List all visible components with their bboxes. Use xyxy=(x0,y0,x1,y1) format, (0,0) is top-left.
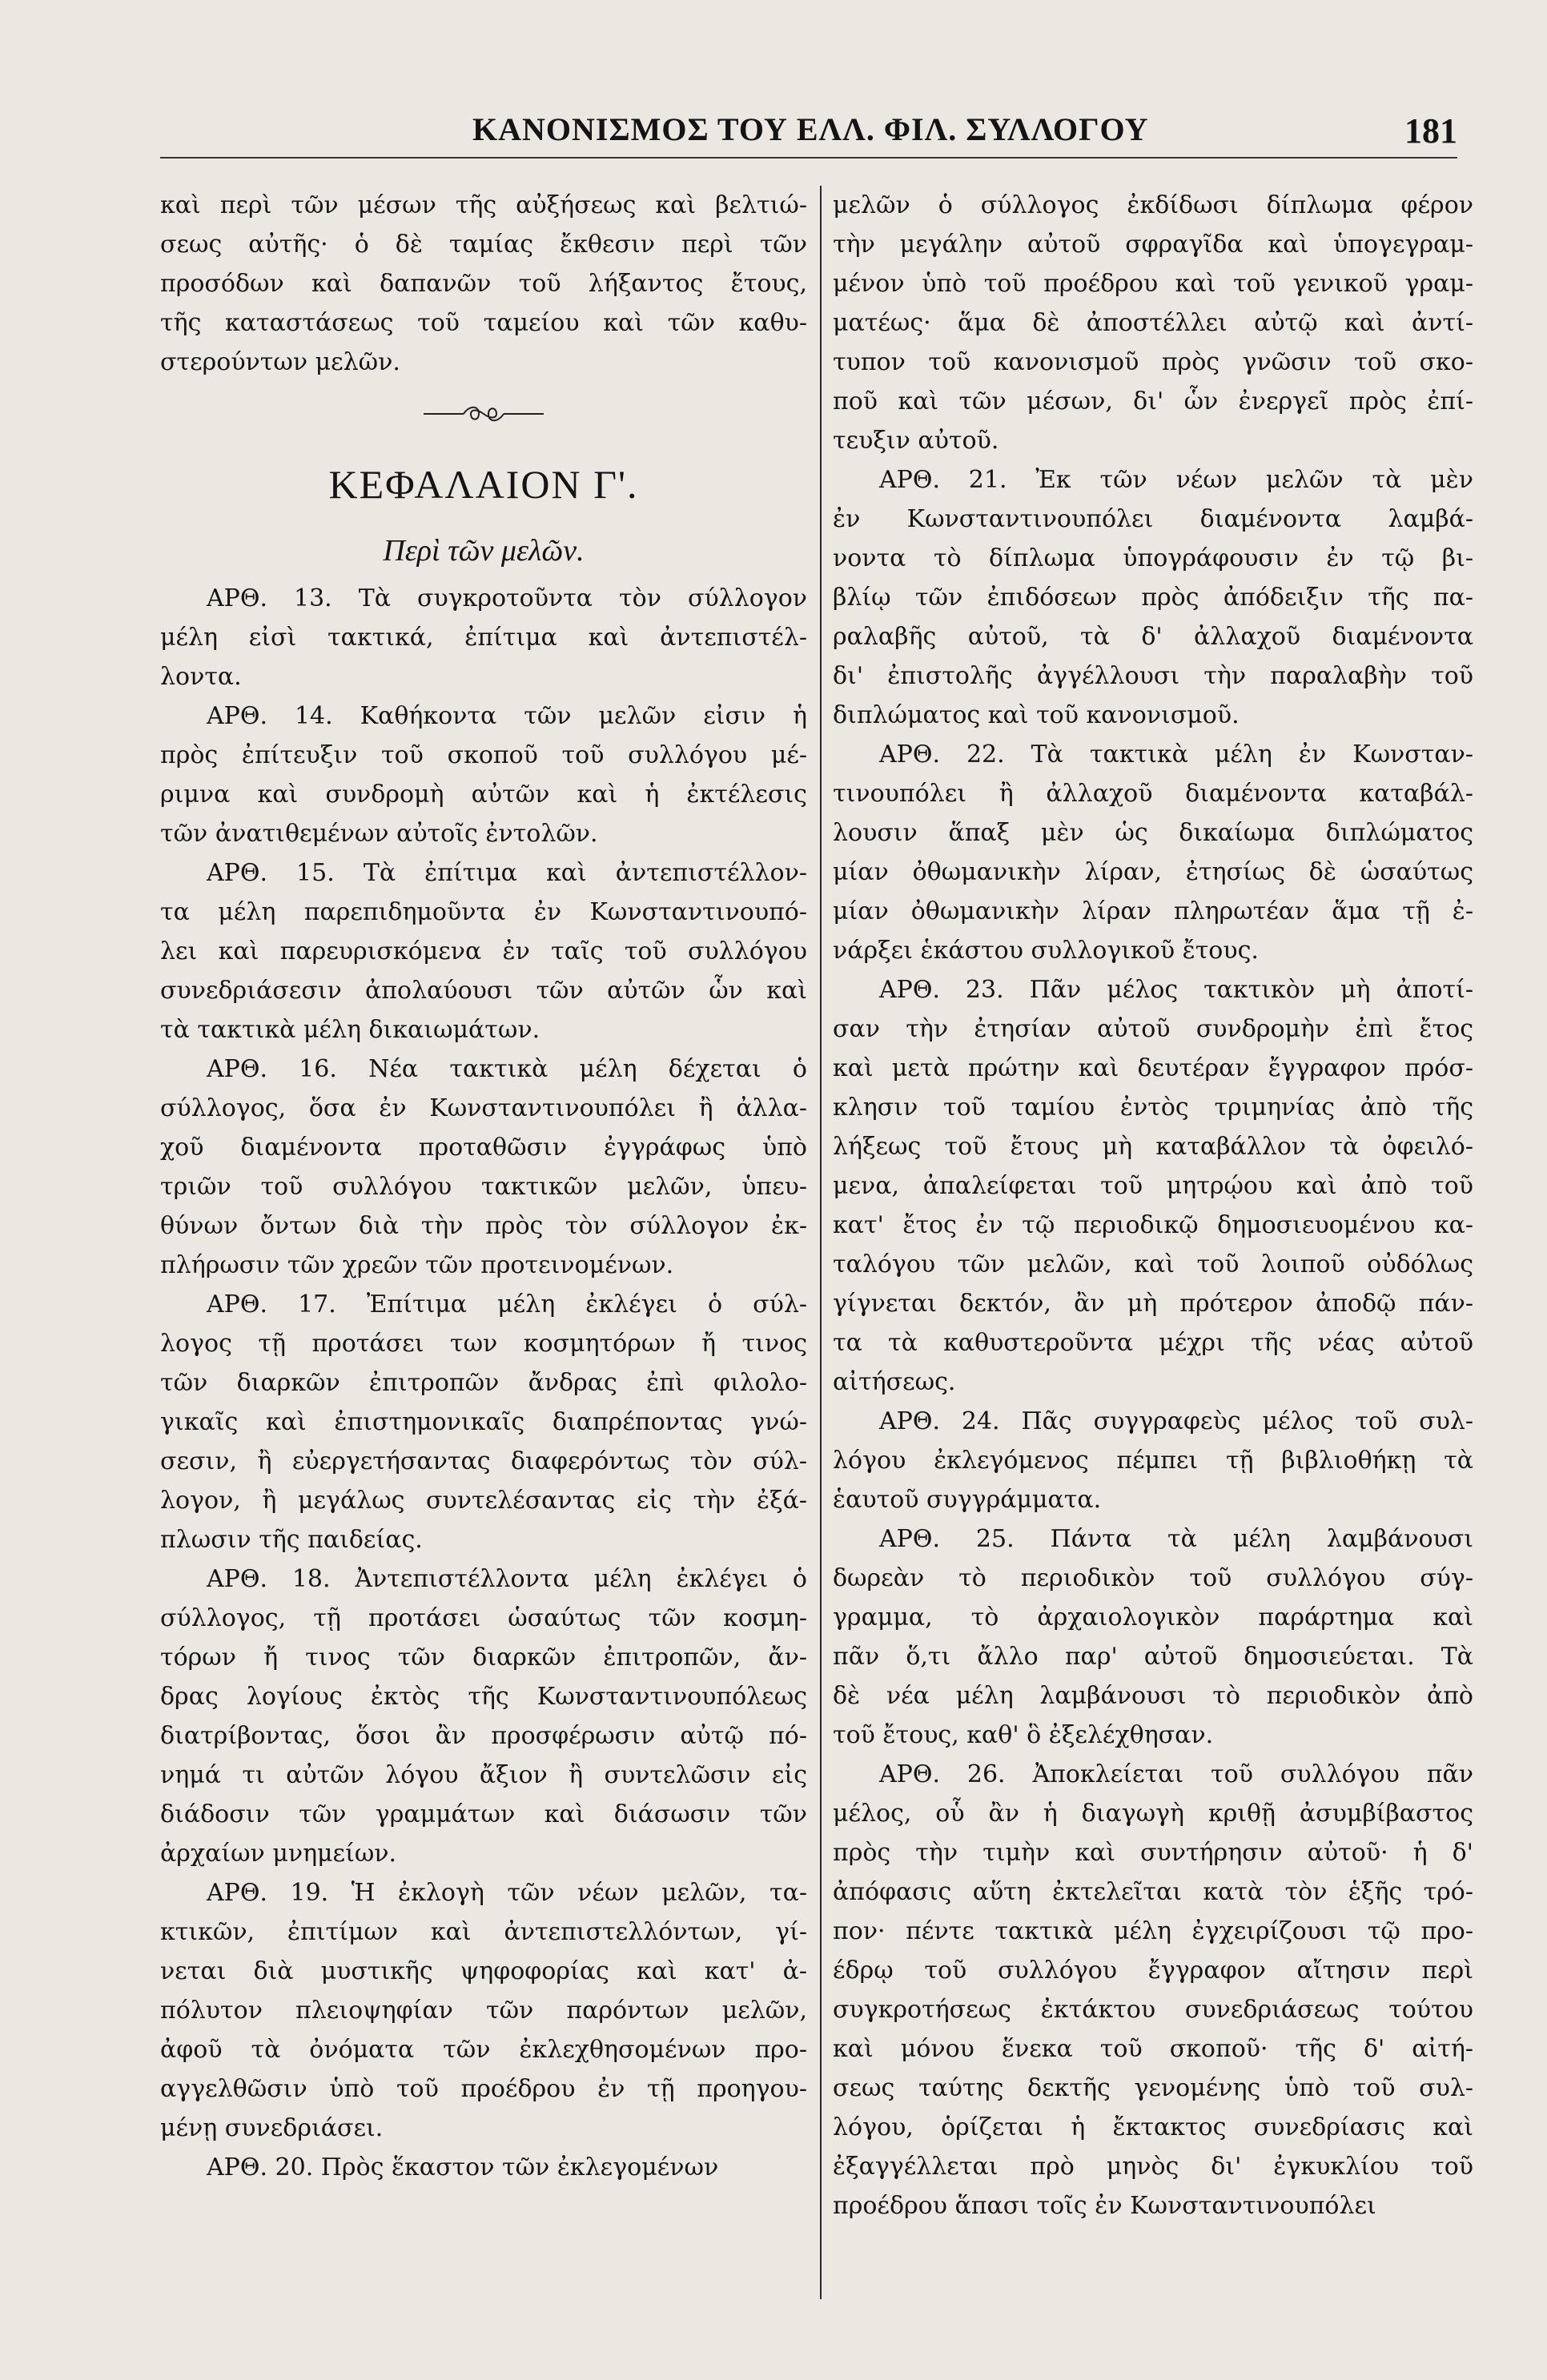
text-line: αἰτήσεως. xyxy=(833,1368,956,1396)
text-line: τυπον τοῦ κανονισμοῦ πρὸς γνῶσιν τοῦ σκο- xyxy=(833,348,1473,376)
text-line: τα τὰ καθυστεροῦντα μέχρι τῆς νέας αὐτοῦ xyxy=(833,1329,1473,1357)
text-line: νάρξει ἑκάστου συλλογικοῦ ἔτους. xyxy=(833,937,1259,965)
text-line: λόγου, ὁρίζεται ἡ ἔκτακτος συνεδρίασις καὶ xyxy=(833,2113,1473,2141)
text-line: μίαν ὀθωμανικὴν λίραν, ἐτησίως δὲ ὡσαύτως xyxy=(833,858,1473,886)
text-line: νημά τι αὐτῶν λόγου ἄξιον ἢ συντελῶσιν εἰς xyxy=(160,1761,807,1789)
text-line: λουσιν ἅπαξ μὲν ὡς δικαίωμα διπλώματος xyxy=(833,819,1473,847)
text-line: αγγελθῶσιν ὑπὸ τοῦ προέδρου ἐν τῇ προηγου- xyxy=(160,2075,807,2103)
text-line: ἀρχαίων μνημείων. xyxy=(160,1840,397,1868)
text-line: καὶ μόνου ἕνεκα τοῦ σκοποῦ· τῆς δ' αἰτή- xyxy=(833,2035,1473,2063)
left-column xyxy=(160,186,807,2187)
text-line: ριμνα καὶ συνδρομὴ αὐτῶν καὶ ἡ ἐκτέλεσις xyxy=(160,781,807,809)
text-line: λόγου ἐκλεγόμενος πέμπει τῇ βιβλιοθήκῃ τὰ xyxy=(833,1447,1473,1475)
text-line: σεσιν, ἢ εὐεργετήσαντας διαφερόντως τὸν σύλ- xyxy=(160,1447,807,1475)
text-line: διατρίβοντας, ὅσοι ἂν προσφέρωσιν αὐτῷ πό- xyxy=(160,1722,807,1750)
page-number: 181 xyxy=(1404,111,1457,151)
text-line: ἐξαγγέλλεται πρὸ μηνὸς δι' ἐγκυκλίου τοῦ xyxy=(833,2153,1473,2181)
text-line: πλωσιν τῆς παιδείας. xyxy=(160,1526,423,1554)
text-line: νεται διὰ μυστικῆς ψηφοφορίας καὶ κατ' ἀ- xyxy=(160,1957,807,1985)
text-line: τριῶν τοῦ συλλόγου τακτικῶν μελῶν, ὑπευ- xyxy=(160,1173,807,1201)
text-line: στερούντων μελῶν. xyxy=(160,348,400,376)
text-line: ραλαβῆς αὐτοῦ, τὰ δ' ἀλλαχοῦ διαμένοντα xyxy=(833,623,1473,651)
text-line: σεως αὐτῆς· ὁ δὲ ταμίας ἔκθεσιν περὶ τῶν xyxy=(160,231,807,259)
text-line: καὶ περὶ τῶν μέσων τῆς αὐξήσεως καὶ βελτιώ- xyxy=(160,191,807,219)
text-line: πρὸς ἐπίτευξιν τοῦ σκοποῦ τοῦ συλλόγου μέ- xyxy=(160,741,807,769)
text-line: συγκροτήσεως ἐκτάκτου συνεδριάσεως τούτου xyxy=(833,1996,1473,2024)
left-column-text-after xyxy=(160,579,807,2187)
text-line: ΑΡΘ. 22. Τὰ τακτικὰ μέλη ἐν Κωνσταν- xyxy=(879,740,1473,769)
text-line: μέλος, οὗ ἂν ἡ διαγωγὴ κριθῇ ἀσυμβίβαστος xyxy=(833,1800,1473,1828)
text-line: ἀπόφασις αὕτη ἐκτελεῖται κατὰ τὸν ἑξῆς τρό- xyxy=(833,1878,1473,1906)
text-line: κατ' ἔτος ἐν τῷ περιοδικῷ δημοσιευομένου κα- xyxy=(833,1211,1473,1239)
text-line: τῶν ἀνατιθεμένων αὐτοῖς ἐντολῶν. xyxy=(160,820,598,848)
text-line: ἀφοῦ τὰ ὀνόματα τῶν ἐκλεχθησομένων προ- xyxy=(160,2036,807,2064)
chapter-subtitle: Περὶ τῶν μελῶν. xyxy=(383,534,585,568)
text-line: ἐν Κωνσταντινουπόλει διαμένοντα λαμβά- xyxy=(833,505,1473,533)
text-line: ΑΡΘ. 20. Πρὸς ἕκαστον τῶν ἐκλεγομένων xyxy=(207,2153,719,2181)
text-line: λήξεως τοῦ ἔτους μὴ καταβάλλον τὰ ὀφειλό- xyxy=(833,1133,1473,1161)
text-line: ματέως· ἅμα δὲ ἀποστέλλει αὐτῷ καὶ ἀντί- xyxy=(833,309,1473,337)
text-line: λοντα. xyxy=(160,663,242,691)
text-line: νοντα τὸ δίπλωμα ὑπογράφουσιν ἐν τῷ βι- xyxy=(833,544,1473,572)
text-line: ΑΡΘ. 17. Ἐπίτιμα μέλη ἐκλέγει ὁ σύλ- xyxy=(207,1290,807,1318)
text-line: λει καὶ παρευρισκόμενα ἐν ταῖς τοῦ συλλόγου xyxy=(160,937,807,965)
text-line: σεως ταύτης δεκτῆς γενομένης ὑπὸ τοῦ συλ- xyxy=(833,2074,1473,2102)
text-line: πόλυτον πλειοψηφίαν τῶν παρόντων μελῶν, xyxy=(160,1997,807,2025)
text-line: τευξιν αὐτοῦ. xyxy=(833,427,999,455)
text-line: διάδοσιν τῶν γραμμάτων καὶ διάσωσιν τῶν xyxy=(160,1800,807,1828)
right-column xyxy=(833,186,1473,2225)
text-line: τῶν διαρκῶν ἐπιτροπῶν ἄνδρας ἐπὶ φιλολο- xyxy=(160,1369,807,1397)
text-line: λογον, ἢ μεγάλως συντελέσαντας εἰς τὴν ἐξά- xyxy=(160,1487,807,1515)
text-line: ΑΡΘ. 25. Πάντα τὰ μέλη λαμβάνουσι xyxy=(879,1525,1473,1553)
text-line: γραμμα, τὸ ἀρχαιολογικὸν παράρτημα καὶ xyxy=(833,1603,1473,1631)
text-line: μένῃ συνεδριάσει. xyxy=(160,2114,384,2142)
text-line: τα μέλη παρεπιδημοῦντα ἐν Κωνσταντινουπό- xyxy=(160,898,807,926)
text-line: γίγνεται δεκτόν, ἂν μὴ πρότερον ἀποδῷ πάν- xyxy=(833,1290,1473,1318)
text-line: ΑΡΘ. 18. Ἀντεπιστέλλοντα μέλη ἐκλέγει ὁ xyxy=(207,1565,807,1593)
text-line: μενα, ἀπαλείφεται τοῦ μητρῴου καὶ ἀπὸ τοῦ xyxy=(833,1172,1473,1200)
column-divider xyxy=(820,186,822,2299)
text-line: σύλλογος, τῇ προτάσει ὡσαύτως τῶν κοσμη- xyxy=(160,1604,807,1632)
text-line: τινουπόλει ἢ ἀλλαχοῦ διαμένοντα καταβάλ- xyxy=(833,780,1473,808)
text-line: έδρῳ τοῦ συλλόγου ἔγγραφον αἴτησιν περὶ xyxy=(833,1957,1473,1985)
text-line: ΑΡΘ. 14. Καθήκοντα τῶν μελῶν εἰσιν ἡ xyxy=(207,702,807,730)
text-line: δι' ἐπιστολῆς ἀγγέλλουσι τὴν παραλαβὴν τοῦ xyxy=(833,662,1473,690)
text-line: λογος τῇ προτάσει των κοσμητόρων ἤ τινος xyxy=(160,1330,807,1358)
page-header xyxy=(160,110,1457,159)
text-line: κτικῶν, ἐπιτίμων καὶ ἀντεπιστελλόντων, γί- xyxy=(160,1918,807,1946)
text-line: ΑΡΘ. 16. Νέα τακτικὰ μέλη δέχεται ὁ xyxy=(207,1055,807,1083)
text-line: μελῶν ὁ σύλλογος ἐκδίδωσι δίπλωμα φέρον xyxy=(833,191,1473,219)
text-line: συνεδριάσεσιν ἀπολαύουσι τῶν αὐτῶν ὧν καὶ xyxy=(160,977,807,1005)
text-line: διπλώματος καὶ τοῦ κανονισμοῦ. xyxy=(833,701,1240,729)
running-title: ΚΑΝΟΝΙΣΜΟΣ ΤΟΥ ΕΛΛ. ΦΙΛ. ΣΥΛΛΟΓΟΥ xyxy=(472,111,1149,147)
left-column-text-before xyxy=(160,186,807,382)
header-rule xyxy=(160,157,1457,159)
text-line: δὲ νέα μέλη λαμβάνουσι τὸ περιοδικὸν ἀπὸ xyxy=(833,1682,1473,1710)
text-line: βλίῳ τῶν ἐπιδόσεων πρὸς ἀπόδειξιν τῆς πα- xyxy=(833,584,1473,612)
chapter-title: ΚΕΦΑΛΑΙΟΝ Γ'. xyxy=(328,462,639,507)
text-line: δρας λογίους ἐκτὸς τῆς Κωνσταντινουπόλεως xyxy=(160,1683,807,1711)
text-line: ΑΡΘ. 24. Πᾶς συγγραφεὺς μέλος τοῦ συλ- xyxy=(879,1407,1473,1435)
text-line: τῆς καταστάσεως τοῦ ταμείου καὶ τῶν καθυ- xyxy=(160,309,807,337)
text-line: πλήρωσιν τῶν χρεῶν τῶν προτεινομένων. xyxy=(160,1251,674,1279)
text-line: κλησιν τοῦ ταμίου ἐντὸς τριμηνίας ἀπὸ τῆς xyxy=(833,1094,1473,1122)
text-line: χοῦ διαμένοντα προταθῶσιν ἐγγράφως ὑπὸ xyxy=(160,1134,807,1162)
text-line: μίαν ὀθωμανικὴν λίραν πληρωτέαν ἅμα τῇ ἐ- xyxy=(833,897,1473,925)
text-line: ΑΡΘ. 19. Ἡ ἐκλογὴ τῶν νέων μελῶν, τα- xyxy=(207,1879,807,1907)
text-line: τὰ τακτικὰ μέλη δικαιωμάτων. xyxy=(160,1016,540,1044)
text-line: δωρεὰν τὸ περιοδικὸν τοῦ συλλόγου σύγ- xyxy=(833,1564,1473,1592)
text-line: πρὸς τὴν τιμὴν καὶ συντήρησιν αὐτοῦ· ἡ δ' xyxy=(833,1839,1473,1867)
text-line: τόρων ἤ τινος τῶν διαρκῶν ἐπιτροπῶν, ἄν- xyxy=(160,1644,807,1672)
text-line: τὴν μεγάλην αὐτοῦ σφραγῖδα καὶ ὑπογεγραμ- xyxy=(833,231,1473,259)
text-line: ΑΡΘ. 15. Τὰ ἐπίτιμα καὶ ἀντεπιστέλλον- xyxy=(207,859,807,887)
text-line: μένον ὑπὸ τοῦ προέδρου καὶ τοῦ γενικοῦ γραμ- xyxy=(833,270,1473,298)
text-line: ἑαυτοῦ συγγράμματα. xyxy=(833,1486,1102,1514)
text-line: ΑΡΘ. 21. Ἐκ τῶν νέων μελῶν τὰ μὲν xyxy=(879,466,1473,494)
text-line: ΑΡΘ. 23. Πᾶν μέλος τακτικὸν μὴ ἀποτί- xyxy=(879,976,1473,1004)
text-line: γικαῖς καὶ ἐπιστημονικαῖς διαπρέποντας γνώ- xyxy=(160,1408,807,1436)
text-line: ΑΡΘ. 13. Τὰ συγκροτοῦντα τὸν σύλλογον xyxy=(207,584,807,612)
text-line: προέδρου ἅπασι τοῖς ἐν Κωνσταντινουπόλει xyxy=(833,2192,1376,2220)
text-line: καὶ μετὰ πρώτην καὶ δευτέραν ἔγγραφον πρόσ- xyxy=(833,1054,1473,1082)
text-line: πον· πέντε τακτικὰ μέλη ἐγχειρίζουσι τῷ προ- xyxy=(833,1917,1473,1945)
right-column-text xyxy=(833,186,1473,2225)
text-line: μέλη εἰσὶ τακτικά, ἐπίτιμα καὶ ἀντεπιστέλ- xyxy=(160,624,807,652)
text-line: τοῦ ἔτους, καθ' ὃ ἐξελέχθησαν. xyxy=(833,1721,1214,1749)
text-line: σαν τὴν ἐτησίαν αὐτοῦ συνδρομὴν ἐπὶ ἔτος xyxy=(833,1015,1473,1043)
text-line: ΑΡΘ. 26. Ἀποκλείεται τοῦ συλλόγου πᾶν xyxy=(879,1760,1473,1788)
text-line: ποῦ καὶ τῶν μέσων, δι' ὧν ἐνεργεῖ πρὸς ἐπί- xyxy=(833,387,1473,415)
text-line: ταλόγου τῶν μελῶν, καὶ τοῦ λοιποῦ οὐδόλως xyxy=(833,1250,1473,1278)
text-line: θύνων ὄντων διὰ τὴν πρὸς τὸν σύλλογον ἐκ- xyxy=(160,1212,807,1240)
text-line: σύλλογος, ὅσα ἐν Κωνσταντινουπόλει ἢ ἀλλα- xyxy=(160,1094,807,1122)
text-line: προσόδων καὶ δαπανῶν τοῦ λήξαντος ἔτους, xyxy=(160,270,807,298)
section-ornament xyxy=(160,382,807,446)
text-line: πᾶν ὅ,τι ἄλλο παρ' αὐτοῦ δημοσιεύεται. Τὰ xyxy=(833,1643,1473,1671)
ornament-flourish-icon xyxy=(420,402,548,426)
